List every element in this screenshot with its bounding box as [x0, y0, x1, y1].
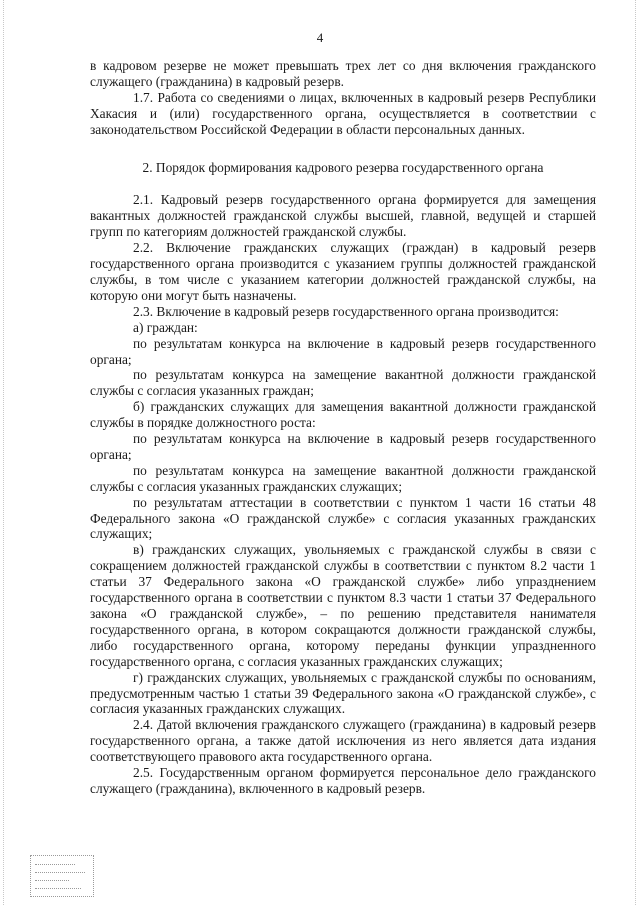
list-item-b-3: по результатам аттестации в соответствии с пунктом 1 части 16 статьи 48 Федерального закона «О гражданской службе» с согласия указанных гражданских служащих; [90, 494, 596, 542]
list-item-g: г) гражданских служащих, увольняемых с гражданской службы по основаниям, предусмотренным частью 1 статьи 39 Федерального закона «О гражданской службе», с согласия указанных гражданских служащих. [90, 669, 596, 717]
list-item-a-2: по результатам конкурса на замещение вакантной должности гражданской службы с согласия указанных граждан; [90, 367, 596, 399]
list-item-b-2: по результатам конкурса на замещение вакантной должности гражданской службы с согласия указанных гражданских служащих; [90, 462, 596, 494]
list-item-b-1: по результатам конкурса на включение в кадровый резерв государственного органа; [90, 431, 596, 462]
page-number: 4 [316, 30, 324, 45]
paragraph-2-4: 2.4. Датой включения гражданского служащего (гражданина) в кадровый резерв государственного органа, а также датой исключения из него является дата издания соответствующего правового акта государственного органа. [90, 717, 596, 765]
list-item-a: а) граждан: [133, 319, 198, 335]
paragraph-2-1: 2.1. Кадровый резерв государственного органа формируется для замещения вакантных должностей гражданской службы высшей, главной, ведущей и старшей групп по категориям должностей гражданской службы. [90, 192, 596, 240]
document-body [90, 58, 596, 797]
paragraph-2-2: 2.2. Включение гражданских служащих (граждан) в кадровый резерв государственного органа производится с указанием группы должностей гражданской службы, в том числе с указанием категории должностей гражданской службы, на которую они могут быть назначены. [90, 240, 596, 303]
paragraph-continuation: в кадровом резерве не может превышать трех лет со дня включения гражданского служащего (гражданина) в кадровый резерв. [90, 58, 596, 89]
paragraph-1-7: 1.7. Работа со сведениями о лицах, включенных в кадровый резерв Республики Хакасия и (или) государственного органа, осуществляется в соответствии с законодательством Российской Федерации в области персональных данных. [90, 89, 596, 137]
page-edge-right [635, 0, 637, 905]
page-edge-left [3, 0, 5, 905]
paragraph-2-3: 2.3. Включение в кадровый резерв государственного органа производится: [133, 303, 559, 319]
paragraph-2-5: 2.5. Государственным органом формируется персональное дело гражданского служащего (гражданина), включенного в кадровый резерв. [90, 765, 596, 796]
list-item-v: в) гражданских служащих, увольняемых с гражданской службы в связи с сокращением должностей гражданской службы в соответствии с пунктом 8.2 части 1 статьи 37 Федерального закона «О гражданской службе» либо упразднением государственного органа в соответствии с пунктом 8.3 части 1 статьи 37 Федерального закона «О гражданской службе», – по решению представителя нанимателя государственного органа, в котором сокращаются должности гражданской службы, либо государственного органа, которому переданы функции упраздненного государственного органа, с согласия указанных гражданских служащих; [90, 542, 596, 669]
section-heading-2: 2. Порядок формирования кадрового резерва государственного органа [142, 159, 544, 175]
stamp-mark [30, 855, 94, 897]
list-item-a-1: по результатам конкурса на включение в кадровый резерв государственного органа; [90, 335, 596, 367]
list-item-b: б) гражданских служащих для замещения вакантной должности гражданской службы в порядке должностного роста: [90, 399, 596, 431]
